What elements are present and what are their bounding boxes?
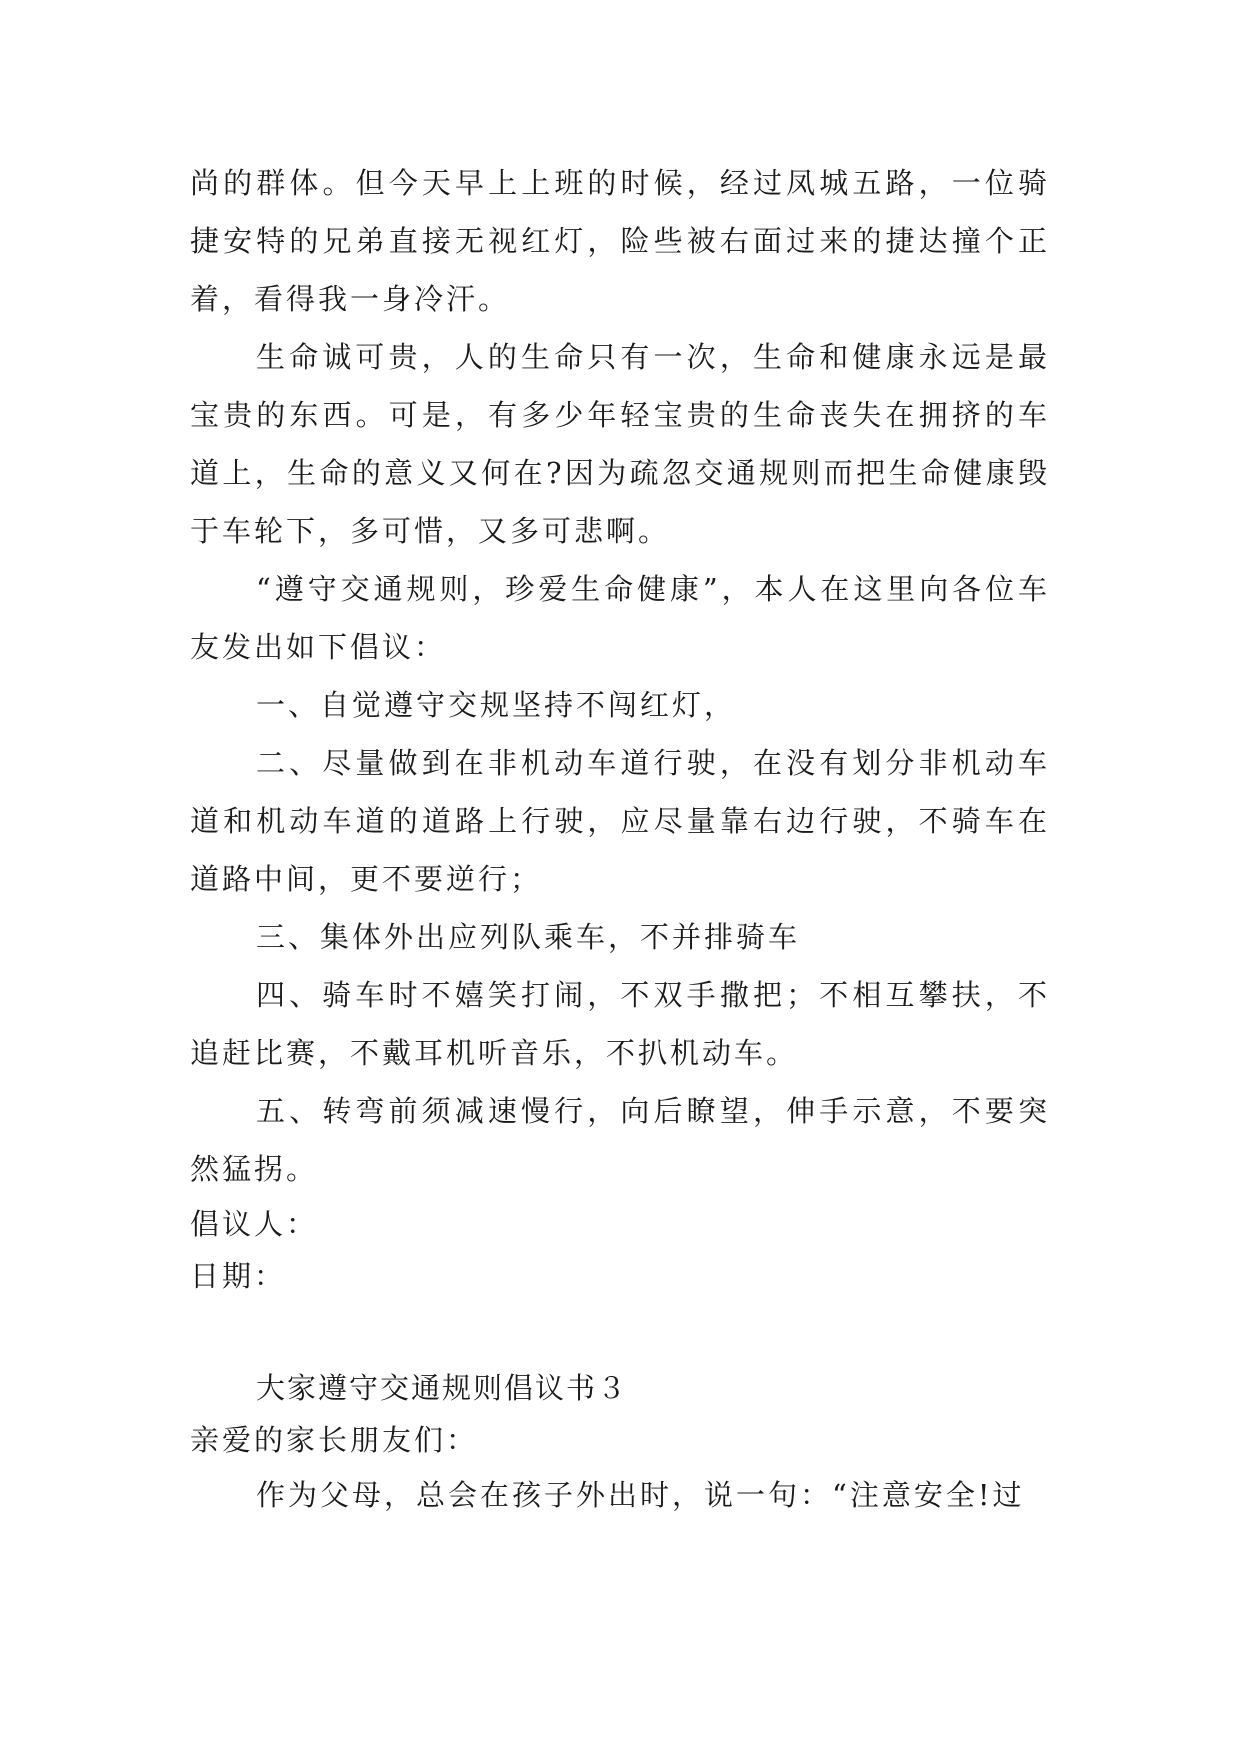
signer-label: 倡议人：	[190, 1207, 319, 1241]
proposal-item-3: 三、集体外出应列队乘车，不并排骑车	[256, 920, 801, 954]
salutation: 亲爱的家长朋友们：	[190, 1423, 479, 1457]
proposal-item-1: 一、自觉遵守交规坚持不闯红灯，	[256, 688, 737, 722]
proposal-item-5: 五、转弯前须减速慢行，向后瞭望，伸手示意，不要突然猛拐。	[190, 1094, 1050, 1186]
proposal-item-2: 二、尽量做到在非机动车道行驶，在没有划分非机动车道和机动车道的道路上行驶，应尽量靠右边行驶，不骑车在道路中间，更不要逆行；	[190, 746, 1050, 896]
last-paragraph: 作为父母，总会在孩子外出时，说一句：“注意安全!过	[256, 1478, 1025, 1512]
section-spacer	[190, 1302, 1050, 1362]
paragraph-2: 生命诚可贵，人的生命只有一次，生命和健康永远是最宝贵的东西。可是，有多少年轻宝贵的生命丧失在拥挤的车道上，生命的意义又何在?因为疏忽交通规则而把生命健康毁于车轮下，多可惜，又多可悲啊。	[190, 340, 1050, 548]
document-body	[190, 154, 1050, 1524]
proposal-item-4: 四、骑车时不嬉笑打闹，不双手撒把；不相互攀扶，不追赶比赛，不戴耳机听音乐，不扒机动车。	[190, 978, 1050, 1070]
section-title: 大家遵守交通规则倡议书３	[256, 1371, 629, 1405]
date-label: 日期：	[190, 1259, 287, 1293]
paragraph-1: 尚的群体。但今天早上上班的时候，经过凤城五路，一位骑捷安特的兄弟直接无视红灯，险些被右面过来的捷达撞个正着，看得我一身冷汗。	[190, 166, 1050, 316]
paragraph-3: “遵守交通规则，珍爱生命健康”，本人在这里向各位车友发出如下倡议：	[190, 572, 1050, 664]
